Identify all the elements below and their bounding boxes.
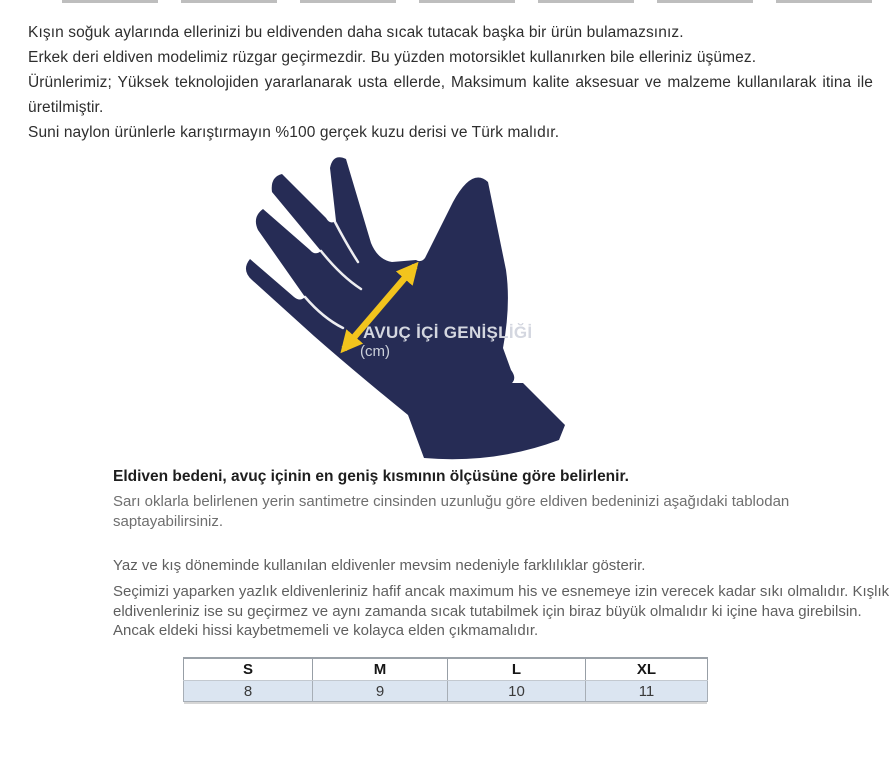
seasons-paragraph: Seçimizi yaparken yazlık eldivenleriniz hafif ancak maximum his ve esnemeye izin verecek kadar sıkı olmalıdır. Kışlık eldivenleriniz ise su geçirmez ve aynı zamanda sıcak tutabilmek için biraz büyük olmalıdır ki içine hava girebilsin. Ancak eldeki hissi kaybetmemeli ve kolayca elden çıkmamalıdır. bbox=[113, 583, 890, 639]
size-header-m: M bbox=[313, 658, 448, 681]
glove-measurement-figure bbox=[195, 150, 625, 470]
size-header-s: S bbox=[184, 658, 313, 681]
intro-paragraphs bbox=[28, 20, 873, 145]
size-table-header-row bbox=[184, 658, 708, 681]
glove-illustration bbox=[195, 150, 625, 470]
palm-width-unit-label: (cm) bbox=[360, 343, 390, 360]
intro-line-quality: Ürünlerimiz; Yüksek teknolojiden yararlanarak usta ellerde, Maksimum kalite aksesuar ve malzeme kullanılarak itina ile üretilmiştir. bbox=[28, 74, 873, 116]
intro-line-leather: Suni naylon ürünlerle karıştırmayın %100 gerçek kuzu derisi ve Türk malıdır. bbox=[28, 124, 560, 141]
size-table-value-row bbox=[184, 681, 708, 702]
intro-line-windproof: Erkek deri eldiven modelimiz rüzgar geçirmezdir. Bu yüzden motorsiklet kullanırken bile elleriniz üşümez. bbox=[28, 49, 757, 66]
intro-line-warmth: Kışın soğuk aylarında ellerinizi bu eldivenden daha sıcak tutacak başka bir ürün bulamazsınız. bbox=[28, 24, 684, 41]
size-table bbox=[183, 657, 708, 702]
sizing-heading: Eldiven bedeni, avuç içinin en geniş kısmının ölçüsüne göre belirlenir. bbox=[113, 468, 629, 485]
palm-width-label: AVUÇ İÇİ GENİŞLİĞİ bbox=[363, 323, 533, 342]
size-value-xl: 11 bbox=[586, 681, 708, 702]
seasons-intro-line: Yaz ve kış döneminde kullanılan eldivenler mevsim nedeniyle farklılıklar gösterir. bbox=[113, 557, 646, 574]
size-value-l: 10 bbox=[448, 681, 586, 702]
size-value-s: 8 bbox=[184, 681, 313, 702]
size-value-m: 9 bbox=[313, 681, 448, 702]
size-header-xl: XL bbox=[586, 658, 708, 681]
size-header-l: L bbox=[448, 658, 586, 681]
cropped-text-remnant bbox=[62, 0, 874, 3]
glove-silhouette bbox=[246, 157, 565, 459]
sizing-description: Sarı oklarla belirlenen yerin santimetre cinsinden uzunluğu göre eldiven bedeninizi aşağıdaki tablodan saptayabilirsiniz. bbox=[113, 493, 790, 530]
